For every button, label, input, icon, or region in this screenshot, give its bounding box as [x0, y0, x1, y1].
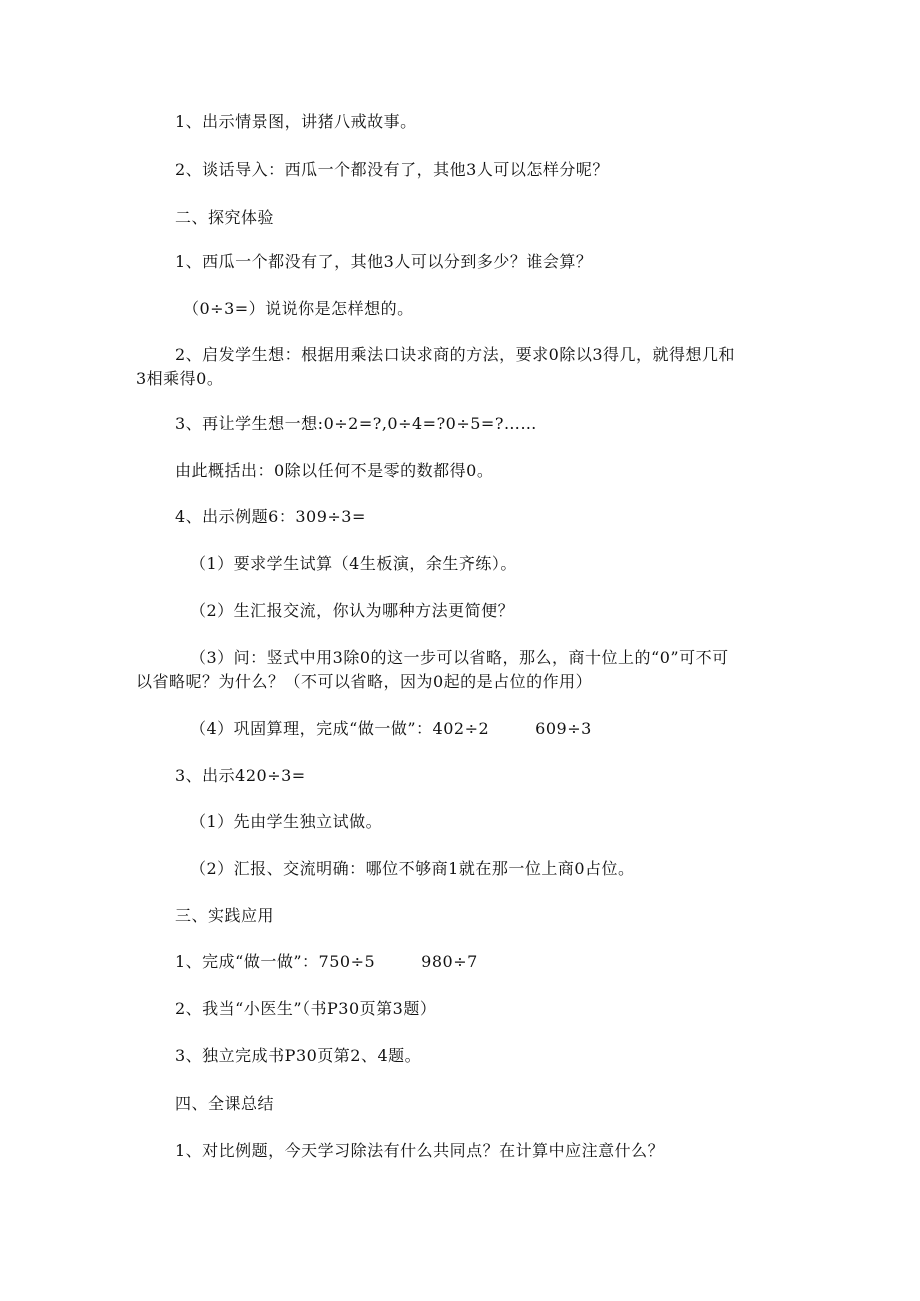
text-line-7: 3、再让学生想一想:0÷2=?,0÷4=?0÷5=?……: [175, 414, 537, 433]
section-heading-2: 二、探究体验: [175, 208, 275, 227]
text-line-10: （1）要求学生试算（4生板演，余生齐练）。: [190, 554, 517, 573]
text-line-18: [175, 951, 478, 973]
text-line-12: （3）问：竖式中用3除0的这一步可以省略，那么，商十位上的“0”可不可: [190, 648, 729, 667]
text-line-1: 1、出示情景图，讲猪八戒故事。: [175, 112, 417, 131]
text-line-5: 2、启发学生想：根据用乘法口诀求商的方法，要求0除以3得几，就得想几和: [175, 345, 736, 364]
exercise-d: 980÷7: [421, 952, 478, 971]
text-line-16: （1）先由学生独立试做。: [190, 812, 383, 831]
text-line-14: [190, 718, 592, 740]
text-line-20: 3、独立完成书P30页第2、4题。: [175, 1046, 422, 1065]
text-line-3: 1、西瓜一个都没有了，其他3人可以分到多少？谁会算？: [175, 252, 593, 271]
exercise-a: （4）巩固算理，完成“做一做”：402÷2: [190, 719, 490, 738]
section-heading-4: 四、全课总结: [175, 1094, 275, 1113]
text-line-8: 由此概括出：0除以任何不是零的数都得0。: [175, 461, 494, 480]
exercise-c: 1、完成“做一做”：750÷5: [175, 952, 376, 971]
text-line-17: （2）汇报、交流明确：哪位不够商1就在那一位上商0占位。: [190, 859, 635, 878]
text-line-13: 以省略呢？为什么？（不可以省略，因为0起的是占位的作用）: [136, 672, 593, 691]
text-line-21: 1、对比例题，今天学习除法有什么共同点？在计算中应注意什么？: [175, 1141, 665, 1160]
text-line-11: （2）生汇报交流，你认为哪种方法更简便？: [190, 601, 515, 620]
text-line-9: 4、出示例题6：309÷3=: [175, 507, 366, 526]
text-line-6: 3相乘得0。: [136, 369, 224, 388]
text-line-15: 3、出示420÷3=: [175, 766, 306, 785]
text-line-4: （0÷3=）说说你是怎样想的。: [183, 299, 414, 318]
text-line-2: 2、谈话导入：西瓜一个都没有了，其他3人可以怎样分呢？: [175, 160, 609, 179]
text-line-19: 2、我当“小医生”（书P30页第3题）: [175, 999, 437, 1018]
exercise-b: 609÷3: [535, 719, 592, 738]
section-heading-3: 三、实践应用: [175, 906, 275, 925]
